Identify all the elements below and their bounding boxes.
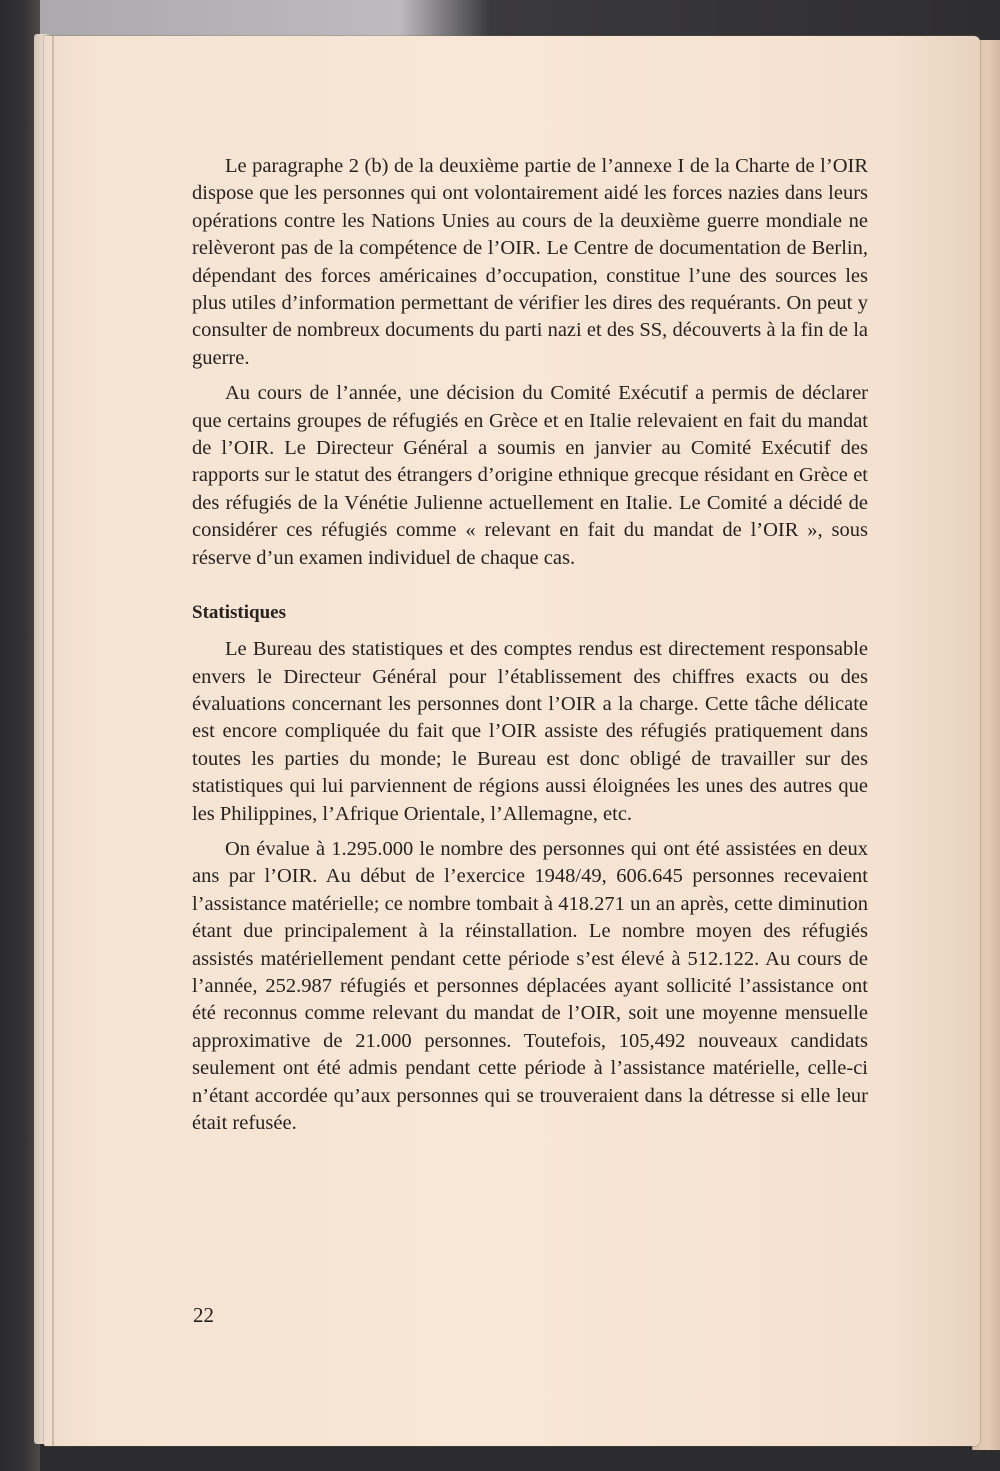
paragraph-charter-exclusion: Le paragraphe 2 (b) de la deuxième partie de l’annexe I de la Charte de l’OIR dispose que les personnes qui ont volontairement aidé les forces nazies dans leurs opérations contre les Nations Unies au cours de la deuxième guerre mondiale ne relèveront pas de la compétence de l’OIR. Le Centre de documentation de Berlin, dépendant des forces américaines d’occupation, constitue l’une des sources les plus utiles d’information permettant de vérifier les dires des requérants. On peut y consulter de nombreux documents du parti nazi et des SS, découverts à la fin de la guerre. (192, 155, 868, 369)
paragraph-statistics-bureau: Le Bureau des statistiques et des comptes rendus est directement responsable envers le Directeur Général pour l’établissement des chiffres exacts ou des évaluations concernant les personnes dont l’OIR a la charge. Cette tâche délicate est encore compliquée du fait que l’OIR assiste des réfugiés pratiquement dans toutes les parties du monde; le Bureau est donc obligé de travailler sur des statistiques qui lui parviennent de régions aussi éloignées les unes des autres que les Philippines, l’Afrique Orientale, l’Allemagne, etc. (192, 638, 868, 825)
section-heading-statistics: Statistiques (192, 602, 286, 624)
paragraph-executive-committee: Au cours de l’année, une décision du Comité Exécutif a permis de déclarer que certains groupes de réfugiés en Grèce et en Italie relevaient en fait du mandat de l’OIR. Le Directeur Général a soumis en janvier au Comité Exécutif des rapports sur le statut des étrangers d’origine ethnique grecque résidant en Grèce et des réfugiés de la Vénétie Julienne actuellement en Italie. Le Comité a décidé de considérer ces réfugiés comme « relevant en fait du mandat de l’OIR », sous réserve d’un examen individuel de chaque cas. (192, 382, 868, 569)
page-body (192, 153, 868, 1145)
paragraph-assistance-figures: On évalue à 1.295.000 le nombre des personnes qui ont été assistées en deux ans par l’OIR. Au début de l’exercice 1948/49, 606.645 personnes recevaient l’assistance matérielle; ce nombre tombait à 418.271 un an après, cette diminution étant due principalement à la réinstallation. Le nombre moyen des réfugiés assistés matériellement pendant cette période s’est élevé à 512.122. Au cours de l’année, 252.987 réfugiés et personnes déplacées ayant sollicité l’assistance ont été reconnus comme relevant du mandat de l’OIR, soit une moyenne mensuelle approximative de 21.000 personnes. Toutefois, 105,492 nouveaux candidats seulement ont été admis pendant cette période à l’assistance matérielle, celle-ci n’étant accordée qu’aux personnes qui se trouveraient dans la détresse si elle leur était refusée. (192, 837, 868, 1134)
scan-background (0, 0, 1000, 40)
page-fold-line (52, 36, 54, 1446)
page-number: 22 (193, 1303, 214, 1327)
